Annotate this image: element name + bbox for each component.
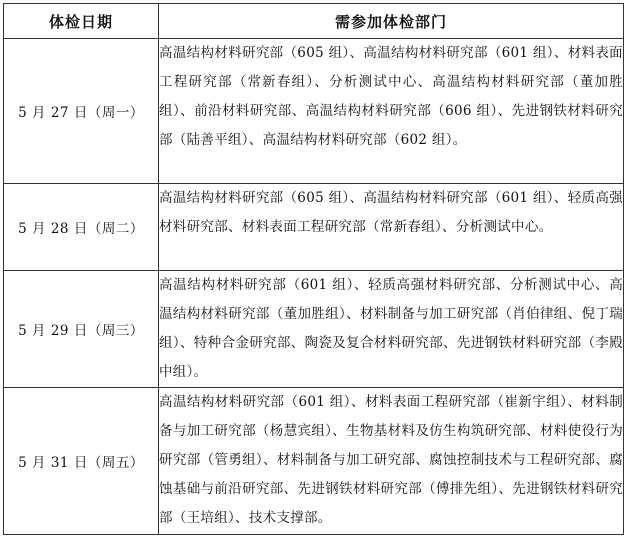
exam-date: 5 月 27 日（周一）: [4, 39, 159, 184]
department-list: 高温结构材料研究部（605 组）、高温结构材料研究部（601 组）、材料表面工程研究部（常新春组）、分析测试中心、高温结构材料研究部（董加胜组）、前沿材料研究部、高温结构材料研究部（606 组）、先进钢铁材料研究部（陆善平组）、高温结构材料研究部（602 组）。: [159, 39, 624, 184]
department-list: 高温结构材料研究部（601 组）、轻质高强材料研究部、分析测试中心、高温结构材料研究部（董加胜组）、材料制备与加工研究部（肖伯律组、倪丁瑞组）、特种合金研究部、陶瓷及复合材料研究部、先进钢铁材料研究部（李殿中组）。: [159, 271, 624, 388]
table-row: [4, 271, 624, 388]
header-departments: 需参加体检部门: [159, 4, 624, 39]
exam-date: 5 月 29 日（周三）: [4, 271, 159, 388]
header-date: 体检日期: [4, 4, 159, 39]
header-row: [4, 4, 624, 39]
table-row: [4, 39, 624, 184]
department-list: 高温结构材料研究部（601 组）、材料表面工程研究部（崔新宇组）、材料制备与加工研究部（杨慧宾组）、生物基材料及仿生构筑研究部、材料使役行为研究部（管勇组）、材料制备与加工研究部、腐蚀控制技术与工程研究部、腐蚀基础与前沿研究部、先进钢铁材料研究部（傅排先组）、先进钢铁材料研究部（王培组）、技术支撑部。: [159, 388, 624, 535]
exam-schedule-table: [3, 3, 624, 535]
department-list: 高温结构材料研究部（605 组）、高温结构材料研究部（601 组）、轻质高强材料研究部、材料表面工程研究部（常新春组）、分析测试中心。: [159, 184, 624, 271]
exam-date: 5 月 28 日（周二）: [4, 184, 159, 271]
exam-date: 5 月 31 日（周五）: [4, 388, 159, 535]
table-row: [4, 184, 624, 271]
table-row: [4, 388, 624, 535]
